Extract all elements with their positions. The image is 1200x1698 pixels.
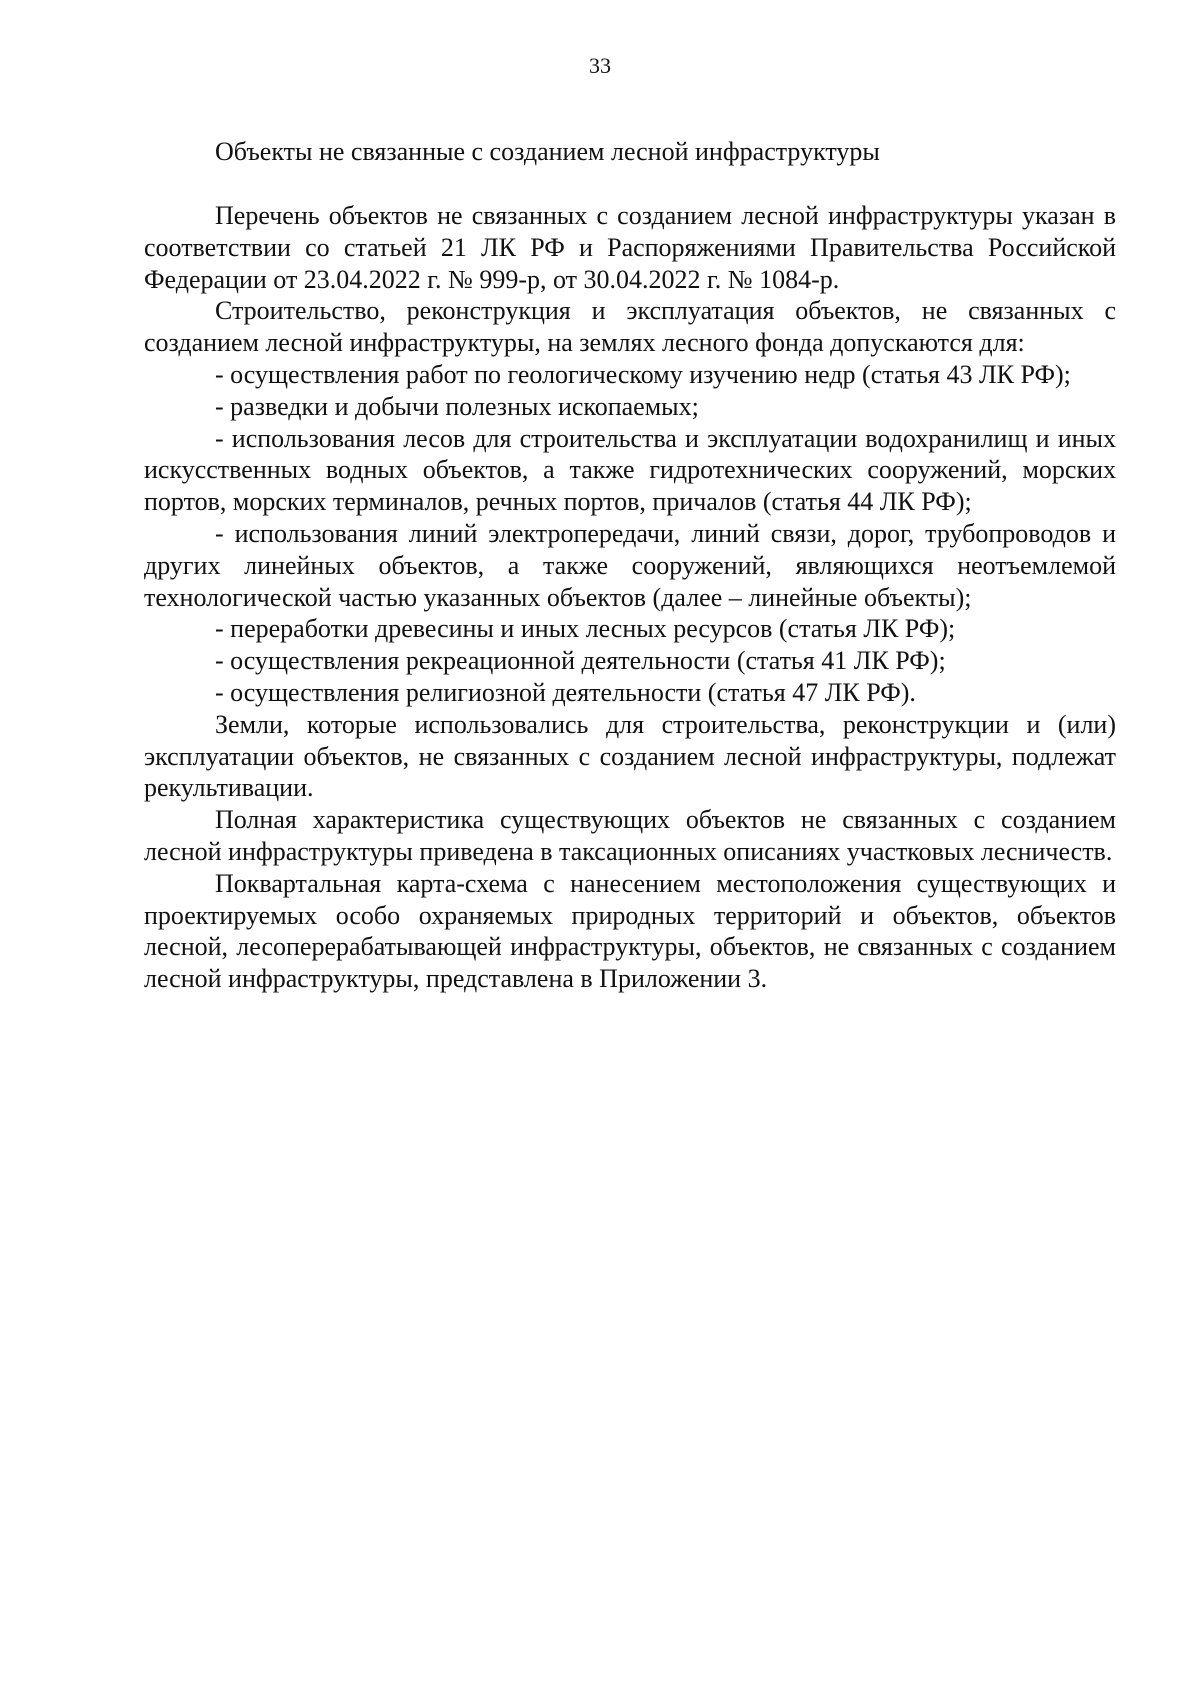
paragraph-characteristics: Полная характеристика существующих объектов не связанных с созданием лесной инфраструктуры приведена в таксационных описаниях участковых лесничеств. xyxy=(144,805,1116,866)
list-item-geology: - осуществления работ по геологическому изучению недр (статья 43 ЛК РФ); xyxy=(215,359,1071,389)
paragraph-recultivation: Земли, которые использовались для строительства, реконструкции и (или) эксплуатации объектов, не связанных с созданием лесной инфраструктуры, подлежат рекультивации. xyxy=(144,709,1116,803)
paragraph-permitted-uses: Строительство, реконструкция и эксплуатация объектов, не связанных с созданием лесной инфраструктуры, на землях лесного фонда допускаются для: xyxy=(144,296,1116,358)
list-item-wood-processing: - переработки древесины и иных лесных ресурсов (статья ЛК РФ); xyxy=(215,614,956,644)
list-item-religion: - осуществления религиозной деятельности (статья 47 ЛК РФ). xyxy=(215,677,916,707)
list-item-mining: - разведки и добычи полезных ископаемых; xyxy=(215,391,699,421)
section-heading: Объекты не связанные с созданием лесной инфраструктуры xyxy=(215,137,880,166)
list-item-recreation: - осуществления рекреационной деятельности (статья 41 ЛК РФ); xyxy=(215,646,946,676)
paragraph-intro: Перечень объектов не связанных с созданием лесной инфраструктуры указан в соответствии со статьей 21 ЛК РФ и Распоряжениями Правительства Российской Федерации от 23.04.2022 г. № 999-р, от 30.04.2022 г. № 1084-р. xyxy=(144,201,1116,294)
body-text xyxy=(144,200,1116,995)
list-item-water-objects: - использования лесов для строительства и эксплуатации водохранилищ и иных искусственных водных объектов, а также гидротехнических сооружений, морских портов, морских терминалов, речных портов, причалов (статья 44 ЛК РФ); xyxy=(144,423,1116,517)
paragraph-map-scheme: Поквартальная карта-схема с нанесением местоположения существующих и проектируемых особо охраняемых природных территорий и объектов, объектов лесной, лесоперерабатывающей инфраструктуры, объектов, не связанных с созданием лесной инфраструктуры, представлена в Приложении 3. xyxy=(144,868,1116,994)
page-number: 33 xyxy=(589,53,611,78)
list-item-linear-objects: - использования линий электропередачи, линий связи, дорог, трубопроводов и других линейных объектов, а также сооружений, являющихся неотъемлемой технологической частью указанных объектов (далее – линейные объекты); xyxy=(144,518,1116,612)
